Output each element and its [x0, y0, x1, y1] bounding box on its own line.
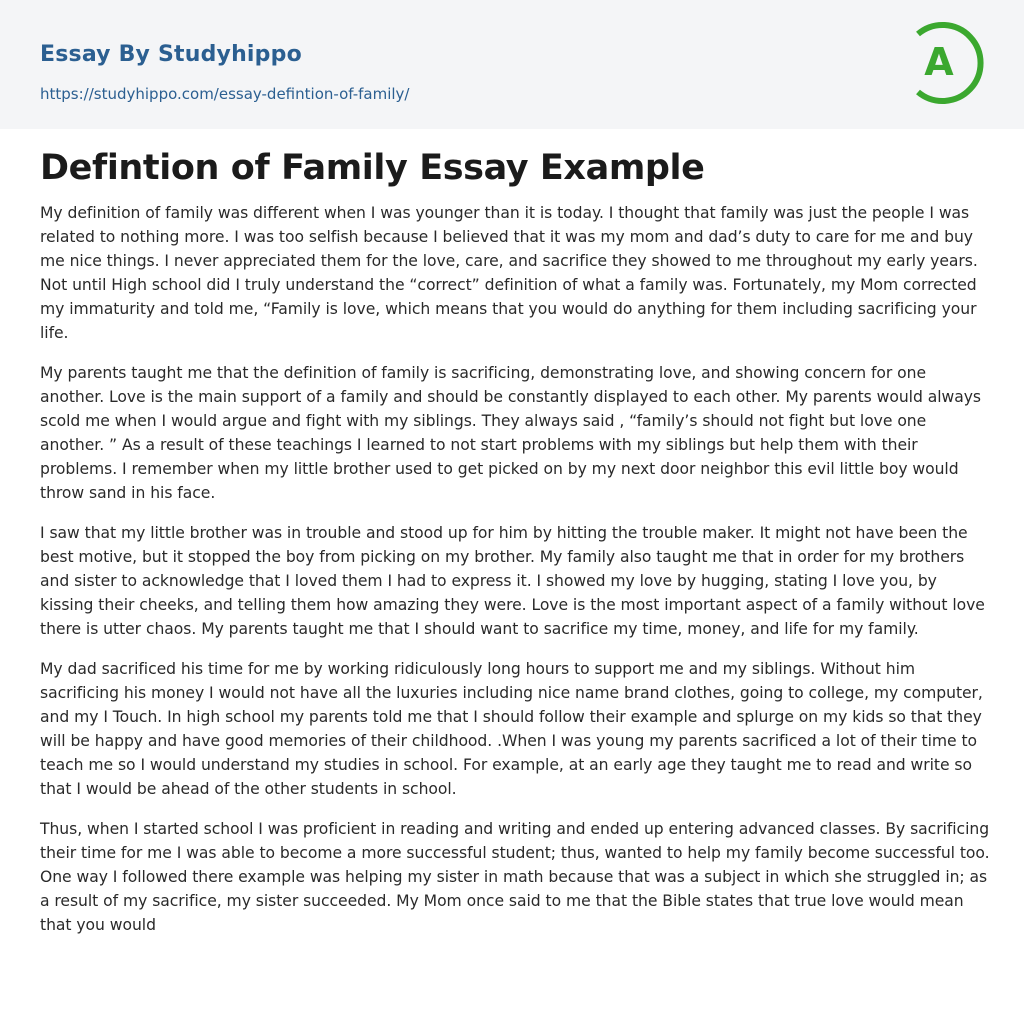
page-title: Defintion of Family Essay Example — [40, 148, 705, 188]
page-url-link[interactable]: https://studyhippo.com/essay-defintion-of-family/ — [40, 85, 410, 103]
paragraph-1: My definition of family was different when I was younger than it is today. I thought that family was just the people I was related to nothing more. I was too selfish because I believed that it was my mom and dad’s duty to care for me and buy me nice things. I never appreciated them for the love, care, and sacrifice they showed to me throughout my early years. Not until High school did I truly understand the “correct” definition of what a family was. Fortunately, my Mom corrected my immaturity and told me, “Family is love, which means that you would do anything for them including sacrificing your life. — [40, 204, 978, 342]
paragraph-5: Thus, when I started school I was proficient in reading and writing and ended up entering advanced classes. By sacrificing their time for me I was able to become a more successful student; thus, wanted to help my family become successful too. One way I followed there example was helping my sister in math because that was a subject in which she struggled in; as a result of my sacrifice, my sister succeeded. My Mom once said to me that the Bible states that true love would mean that you would — [40, 820, 990, 934]
paragraph-2: My parents taught me that the definition of family is sacrificing, demonstrating love, and showing concern for one another. Love is the main support of a family and should be constantly displayed to each other. My parents would always scold me when I would argue and fight with my siblings. They always said , “family’s should not fight but love one another. ” As a result of these teachings I learned to not start problems with my siblings but help them with their problems. I remember when my little brother used to get picked on by my next door neighbor this evil little boy would throw sand in his face. — [40, 364, 981, 502]
letter-a-ring-logo-icon[interactable] — [906, 14, 994, 112]
paragraph-4: My dad sacrificed his time for me by working ridiculously long hours to support me and my siblings. Without him sacrificing his money I would not have all the luxuries including nice name brand clothes, going to college, my computer, and my I Touch. In high school my parents told me that I should follow their example and splurge on my kids so that they will be happy and have good memories of their childhood. .When I was young my parents sacrificed a lot of their time to teach me so I would understand my studies in school. For example, at an early age they taught me to read and write so that I would be ahead of the other students in school. — [40, 660, 983, 798]
logo-letter: A — [924, 40, 954, 84]
site-header — [0, 0, 1024, 129]
article — [40, 144, 990, 953]
site-title[interactable]: Essay By Studyhippo — [40, 42, 302, 67]
paragraph-3: I saw that my little brother was in trouble and stood up for him by hitting the trouble maker. It might not have been the best motive, but it stopped the boy from picking on my brother. My family also taught me that in order for my brothers and sister to acknowledge that I loved them I had to express it. I showed my love by hugging, stating I love you, by kissing their cheeks, and telling them how amazing they were. Love is the most important aspect of a family without love there is utter chaos. My parents taught me that I should want to sacrifice my time, money, and life for my family. — [40, 524, 985, 638]
